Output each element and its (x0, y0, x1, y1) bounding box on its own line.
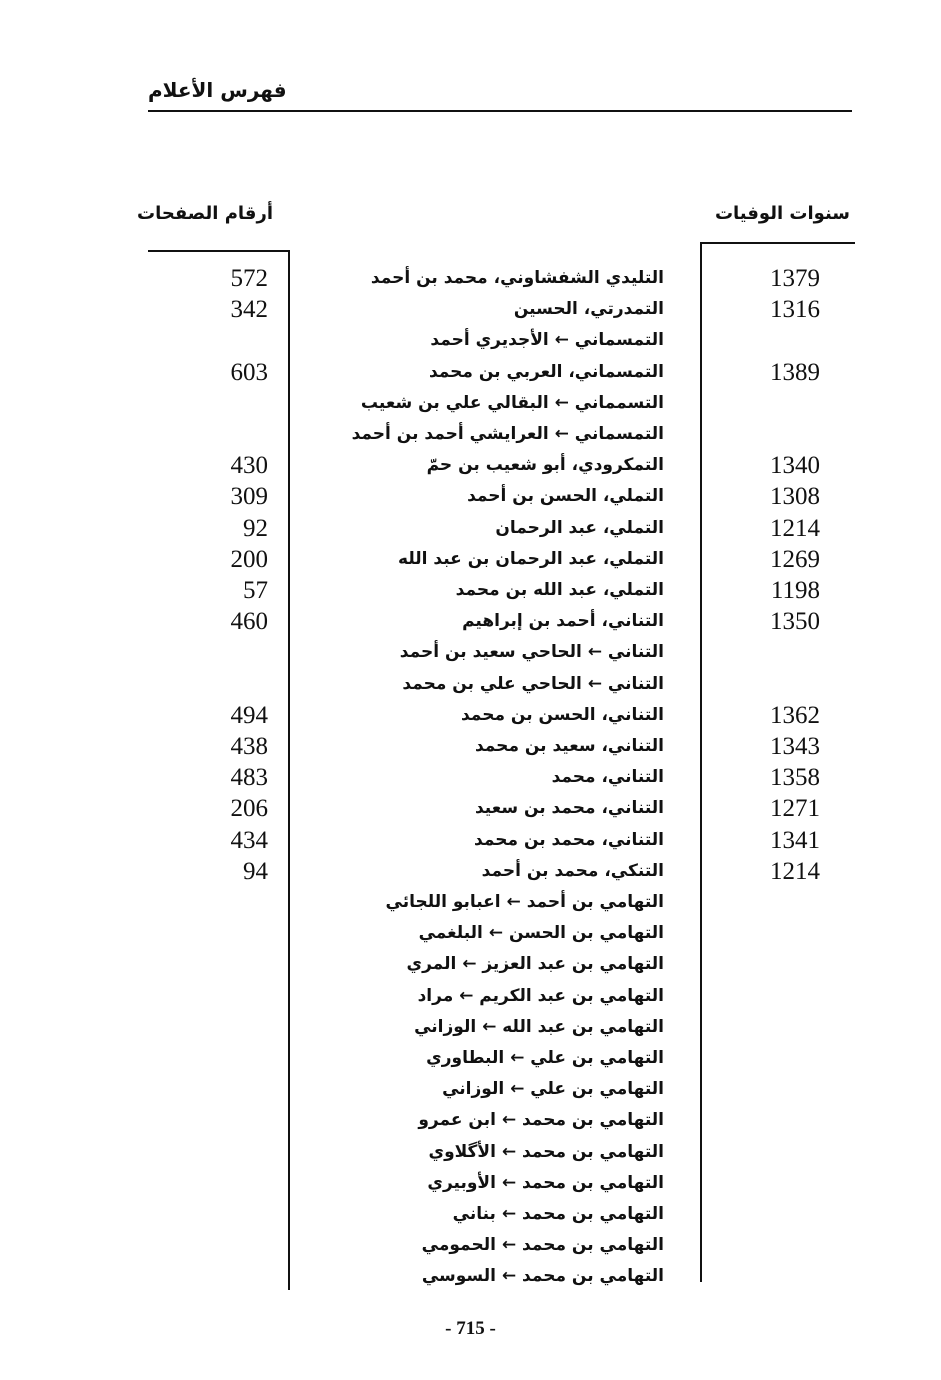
death-year: 1316 (770, 296, 820, 324)
person-name: التملي، عبد الرحمان بن عبد الله (398, 548, 664, 569)
death-year: 1198 (770, 577, 820, 604)
person-name: التهامي بن عبد الكريم ← مراد (417, 985, 664, 1006)
index-entry-row (0, 887, 941, 918)
index-entry-row (0, 856, 941, 887)
page-reference: 483 (230, 764, 268, 792)
person-name: التهامي بن محمد ← الأگلاوي (428, 1141, 664, 1162)
index-entry-row (0, 544, 941, 575)
index-entry-row (0, 1230, 941, 1261)
death-year: 1350 (770, 608, 820, 636)
person-name: التملي، عبد الرحمان (495, 517, 664, 538)
person-name: التهامي بن علي ← البطاوري (426, 1048, 664, 1068)
person-name: التناني، محمد بن سعيد (474, 798, 664, 819)
page-number: - 715 - (445, 1318, 496, 1339)
index-entry-row (0, 1168, 941, 1199)
person-name: التهامي بن عبد الله ← الوزاني (414, 1016, 664, 1037)
index-entry-row (0, 450, 941, 481)
person-name: التهامي بن محمد ← ابن عمرو (418, 1110, 664, 1131)
person-name: التهامي بن محمد ← الحمومي (421, 1235, 664, 1256)
page-reference: 603 (230, 358, 268, 386)
page-reference: 438 (230, 733, 268, 760)
index-entry-row (0, 1261, 941, 1292)
column-header-page-numbers: أرقام الصفحات (137, 203, 273, 224)
person-name: التهامي بن أحمد ← اعبابو اللجائي (385, 892, 664, 912)
index-entry-row (0, 481, 941, 512)
index-entry-row (0, 575, 941, 606)
header-rule (148, 110, 852, 112)
person-name: التمدرتي، الحسين (513, 299, 664, 320)
page-reference: 57 (243, 577, 268, 604)
running-head-title: فهرس الأعلام (148, 78, 287, 102)
years-column-top-rule (700, 242, 855, 244)
person-name: التسمماني ← البقالي علي بن شعيب (360, 392, 664, 413)
page-reference: 494 (230, 701, 268, 729)
index-entry-row (0, 762, 941, 793)
index-entry-row (0, 325, 941, 356)
page-reference: 200 (230, 545, 268, 573)
person-name: التمسماني، العربي بن محمد (428, 361, 664, 382)
person-name: التهامي بن محمد ← بناني (452, 1204, 664, 1224)
death-year: 1214 (770, 514, 820, 542)
index-entry-row (0, 1043, 941, 1074)
index-entry-row (0, 1012, 941, 1043)
column-header-death-years: سنوات الوفيات (714, 203, 850, 224)
index-entry-row (0, 513, 941, 544)
person-name: التناني، سعيد بن محمد (474, 736, 664, 756)
person-name: التناني، محمد (551, 767, 664, 788)
death-year: 1271 (770, 795, 820, 823)
death-year: 1362 (770, 701, 820, 729)
index-entry-row (0, 637, 941, 668)
pages-column-top-rule (148, 250, 290, 252)
death-year: 1308 (770, 483, 820, 511)
death-year: 1340 (770, 452, 820, 480)
person-name: التمسماني ← الأجديري أحمد (430, 330, 664, 351)
index-entry-row (0, 1199, 941, 1230)
person-name: التليدي الشفشاوني، محمد بن أحمد (370, 268, 664, 288)
index-entry-row (0, 1105, 941, 1136)
index-entry-row (0, 388, 941, 419)
person-name: التناني، الحسن بن محمد (460, 704, 664, 725)
page-reference: 94 (243, 857, 268, 885)
death-year: 1389 (770, 358, 820, 386)
index-entry-row (0, 793, 941, 824)
index-entry-row (0, 825, 941, 856)
death-year: 1214 (770, 857, 820, 885)
person-name: التملي، عبد الله بن محمد (455, 580, 664, 600)
index-entry-row (0, 981, 941, 1012)
death-year: 1379 (770, 265, 820, 292)
page-reference: 460 (230, 608, 268, 636)
index-entry-row (0, 419, 941, 450)
person-name: التملي، الحسن بن أحمد (467, 486, 664, 507)
person-name: التهامي بن محمد ← الأوبيري (427, 1172, 664, 1193)
person-name: التهامي بن محمد ← السوسي (421, 1266, 664, 1287)
index-entry-row (0, 357, 941, 388)
person-name: التناني، أحمد بن إبراهيم (462, 611, 664, 632)
index-entry-row (0, 731, 941, 762)
person-name: التهامي بن عبد العزيز ← المري (406, 954, 664, 975)
index-entry-row (0, 1074, 941, 1105)
death-year: 1341 (770, 826, 820, 854)
page-reference: 342 (230, 296, 268, 324)
person-name: التناني، محمد بن محمد (474, 829, 664, 850)
index-entry-row (0, 669, 941, 700)
index-entry-row (0, 700, 941, 731)
page-reference: 572 (230, 265, 268, 292)
index-entry-row (0, 294, 941, 325)
person-name: التنكي، محمد بن أحمد (481, 860, 664, 881)
index-entry-row (0, 1137, 941, 1168)
person-name: التهامي بن علي ← الوزاني (442, 1079, 664, 1100)
person-name: التهامي بن الحسن ← البلغمي (418, 923, 664, 944)
index-entry-row (0, 949, 941, 980)
death-year: 1343 (770, 733, 820, 760)
page-reference: 434 (230, 826, 268, 854)
page-reference: 430 (230, 452, 268, 480)
index-entry-row (0, 918, 941, 949)
page-reference: 206 (230, 795, 268, 823)
person-name: التمسماني ← العرايشي أحمد بن أحمد (351, 424, 664, 444)
page-reference: 309 (230, 483, 268, 511)
page-reference: 92 (243, 514, 268, 542)
person-name: التناني ← الحاحي علي بن محمد (402, 673, 664, 694)
person-name: التمكرودي، أبو شعيب بن حمّ (426, 455, 664, 476)
person-name: التناني ← الحاحي سعيد بن أحمد (399, 642, 664, 663)
death-year: 1269 (770, 545, 820, 573)
death-year: 1358 (770, 764, 820, 792)
index-entry-row (0, 263, 941, 294)
index-entry-row (0, 606, 941, 637)
